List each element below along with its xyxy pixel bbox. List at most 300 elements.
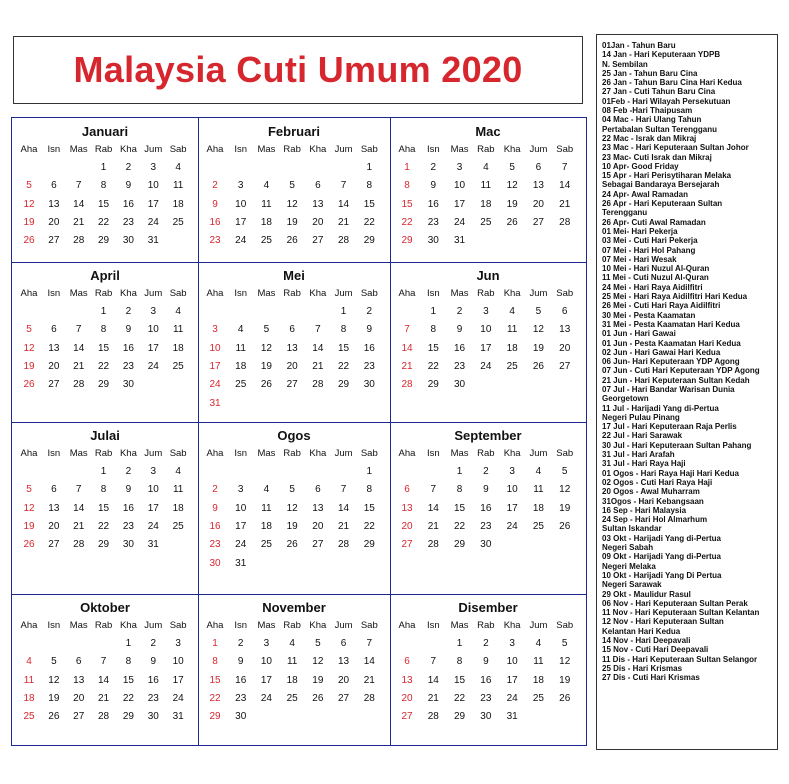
date: 29 xyxy=(454,539,466,551)
page-title: Malaysia Cuti Umum 2020 xyxy=(73,49,523,90)
day-header: Rab xyxy=(477,620,495,631)
date-sunday: 10 xyxy=(209,342,221,354)
date: 15 xyxy=(363,502,375,514)
day-header: Kha xyxy=(309,448,327,459)
date: 23 xyxy=(122,360,134,372)
day-header: Aha xyxy=(398,620,416,631)
date-sunday: 26 xyxy=(23,235,35,247)
date-sunday: 5 xyxy=(26,324,32,336)
date: 6 xyxy=(289,324,295,336)
day-header: Aha xyxy=(20,620,38,631)
holiday-line: Negeri Pulau Pinang xyxy=(602,412,680,422)
date: 4 xyxy=(483,162,489,173)
date: 7 xyxy=(561,162,568,173)
date: 14 xyxy=(73,502,85,514)
date-sunday: 26 xyxy=(23,379,35,391)
holiday-line: 31 Mei - Pesta Kaamatan Hari Kedua xyxy=(602,319,740,329)
date: 21 xyxy=(427,520,439,532)
date: 18 xyxy=(260,520,272,532)
date: 24 xyxy=(235,539,247,551)
date: 2 xyxy=(483,466,489,477)
date: 5 xyxy=(315,638,321,649)
day-header: Aha xyxy=(398,288,416,299)
date: 11 xyxy=(480,180,492,192)
date: 14 xyxy=(312,342,324,354)
date: 24 xyxy=(147,216,159,228)
date: 28 xyxy=(427,539,439,551)
date: 22 xyxy=(122,692,134,704)
holiday-line: Terengganu xyxy=(602,208,648,218)
date: 1 xyxy=(100,306,107,317)
date-sunday: 19 xyxy=(23,360,35,372)
date: 7 xyxy=(315,324,321,336)
day-header: Sab xyxy=(169,448,187,459)
date: 4 xyxy=(535,638,542,649)
date-sunday: 17 xyxy=(209,360,221,372)
date: 29 xyxy=(98,379,110,391)
date: 1 xyxy=(430,306,437,317)
date: 9 xyxy=(483,484,489,496)
day-header: Mas xyxy=(450,448,469,459)
day-header: Isn xyxy=(47,448,61,459)
day-header: Kha xyxy=(119,288,137,299)
date: 22 xyxy=(338,360,350,372)
day-header: Isn xyxy=(234,448,248,459)
date-sunday: 19 xyxy=(23,520,35,532)
date-sunday: 6 xyxy=(404,656,410,668)
holiday-line: 30 Jul - Hari Keputeraan Sultan Pahang xyxy=(602,440,752,450)
date: 31 xyxy=(454,235,466,247)
date: 12 xyxy=(532,324,544,336)
day-header: Kha xyxy=(119,620,137,631)
date: 16 xyxy=(122,198,134,210)
date-sunday: 23 xyxy=(209,539,221,551)
holiday-line: 03 Okt - Harijadi Yang di-Pertua xyxy=(602,533,721,543)
date: 31 xyxy=(147,235,159,247)
date-sunday: 15 xyxy=(401,198,413,210)
holiday-line: N. Sembilan xyxy=(602,59,648,69)
date: 11 xyxy=(286,656,298,668)
date: 13 xyxy=(312,502,324,514)
date: 17 xyxy=(260,674,272,686)
day-header: Isn xyxy=(234,144,248,155)
day-header: Sab xyxy=(360,288,378,299)
holiday-line: 10 Apr- Good Friday xyxy=(602,161,679,171)
date: 20 xyxy=(559,342,571,354)
date: 14 xyxy=(559,180,571,192)
month-november xyxy=(198,594,390,746)
date: 8 xyxy=(366,484,373,496)
day-header: Aha xyxy=(206,448,224,459)
date: 28 xyxy=(73,235,85,247)
date-sunday: 21 xyxy=(401,360,413,372)
holiday-line: 07 Jul - Hari Bandar Warisan Dunia xyxy=(602,384,735,394)
date: 19 xyxy=(312,674,324,686)
date: 13 xyxy=(48,342,60,354)
date: 27 xyxy=(559,360,571,372)
date: 9 xyxy=(456,324,463,336)
date: 24 xyxy=(506,520,518,532)
month-name: Februari xyxy=(267,124,320,139)
day-header: Aha xyxy=(206,144,224,155)
date: 12 xyxy=(286,198,298,210)
day-header: Sab xyxy=(169,620,187,631)
date: 2 xyxy=(125,306,132,317)
date-sunday: 28 xyxy=(401,379,413,391)
date: 12 xyxy=(559,656,571,668)
date: 3 xyxy=(263,638,270,649)
date: 19 xyxy=(506,198,518,210)
date: 15 xyxy=(427,342,439,354)
date: 2 xyxy=(366,306,373,317)
holiday-line: 15 Nov - Cuti Hari Deepavali xyxy=(602,645,709,655)
holiday-line: 31 Jul - Hari Arafah xyxy=(602,450,675,460)
date: 7 xyxy=(75,324,82,336)
date: 3 xyxy=(150,162,157,173)
date: 30 xyxy=(122,539,134,551)
day-header: Rab xyxy=(283,448,301,459)
title-box xyxy=(13,36,583,104)
date: 7 xyxy=(75,180,82,192)
date-sunday: 12 xyxy=(23,198,35,210)
date: 6 xyxy=(535,162,542,173)
day-header: Mas xyxy=(69,144,88,155)
holiday-line: 06 Jun- Hari Keputeraan YDP Agong xyxy=(602,357,740,367)
date-sunday: 23 xyxy=(209,235,221,247)
date: 9 xyxy=(430,180,437,192)
date-sunday: 24 xyxy=(209,379,221,391)
date: 4 xyxy=(263,484,270,496)
holiday-line: Negeri Melaka xyxy=(602,561,656,571)
date: 11 xyxy=(235,342,246,354)
month-ogos xyxy=(198,422,390,594)
day-header: Jum xyxy=(144,620,163,631)
date: 30 xyxy=(427,235,439,247)
date: 19 xyxy=(559,502,571,514)
date-sunday: 3 xyxy=(212,324,218,336)
date: 11 xyxy=(261,198,272,210)
date: 23 xyxy=(480,520,492,532)
date: 1 xyxy=(456,638,463,649)
date: 21 xyxy=(312,360,324,372)
date: 8 xyxy=(340,324,347,336)
date: 5 xyxy=(289,180,295,192)
date: 27 xyxy=(48,539,60,551)
date: 7 xyxy=(430,656,437,668)
date: 23 xyxy=(147,692,159,704)
date: 20 xyxy=(73,692,85,704)
date: 4 xyxy=(509,306,515,317)
date: 18 xyxy=(532,502,544,514)
date: 6 xyxy=(315,484,321,496)
date: 10 xyxy=(147,324,159,336)
date-sunday: 8 xyxy=(404,180,410,192)
day-header: Aha xyxy=(20,288,38,299)
date: 26 xyxy=(286,235,298,247)
date: 18 xyxy=(260,216,272,228)
day-header: Jum xyxy=(334,620,353,631)
date: 4 xyxy=(289,638,295,649)
date: 17 xyxy=(480,342,492,354)
date: 8 xyxy=(100,324,107,336)
date: 15 xyxy=(338,342,350,354)
day-header: Rab xyxy=(477,144,495,155)
holiday-line: 10 Mei - Hari Nuzul Al-Quran xyxy=(602,264,710,274)
holiday-line: Sebagai Bandaraya Bersejarah xyxy=(602,180,720,190)
date: 13 xyxy=(48,198,60,210)
day-header: Kha xyxy=(309,144,327,155)
date: 2 xyxy=(456,306,463,317)
day-header: Aha xyxy=(398,144,416,155)
date: 20 xyxy=(312,216,324,228)
date: 24 xyxy=(172,692,184,704)
day-header: Rab xyxy=(477,288,495,299)
date: 21 xyxy=(98,692,110,704)
date: 1 xyxy=(100,466,107,477)
month-julai xyxy=(12,422,198,594)
date: 8 xyxy=(100,484,107,496)
day-header: Mas xyxy=(69,448,88,459)
date: 30 xyxy=(122,235,134,247)
date-sunday: 25 xyxy=(23,711,35,723)
date: 12 xyxy=(286,502,298,514)
day-header: Rab xyxy=(283,144,301,155)
date-sunday: 7 xyxy=(404,324,410,336)
holiday-line: 25 Dis - Hari Krismas xyxy=(602,663,683,673)
day-header: Sab xyxy=(556,620,574,631)
date: 14 xyxy=(73,342,85,354)
date: 8 xyxy=(100,180,107,192)
holiday-line: 01 Jun - Pesta Kaamatan Hari Kedua xyxy=(602,338,741,348)
date: 10 xyxy=(172,656,184,668)
date-sunday: 11 xyxy=(23,674,35,686)
date: 16 xyxy=(122,502,134,514)
date-sunday: 9 xyxy=(212,198,218,210)
holiday-line: 09 Okt - Harijadi Yang di-Pertua xyxy=(602,552,721,562)
date: 21 xyxy=(73,520,85,532)
date: 28 xyxy=(338,235,350,247)
date: 16 xyxy=(480,674,492,686)
date: 11 xyxy=(261,502,272,514)
month-name: Mei xyxy=(283,268,305,283)
date: 22 xyxy=(454,692,466,704)
date: 21 xyxy=(73,360,85,372)
holiday-line: 24 Mei - Hari Raya Aidilfitri xyxy=(602,282,703,292)
holiday-line: 07 Mei - Hari Wesak xyxy=(602,254,677,264)
day-header: Isn xyxy=(426,144,440,155)
date: 13 xyxy=(559,324,571,336)
date: 15 xyxy=(98,198,110,210)
date: 25 xyxy=(506,360,518,372)
date: 4 xyxy=(535,466,542,477)
date: 23 xyxy=(454,360,466,372)
holiday-line: 08 Feb -Hari Thaipusam xyxy=(602,106,693,116)
date: 19 xyxy=(559,674,571,686)
day-header: Rab xyxy=(94,620,113,631)
day-header: Jum xyxy=(529,144,548,155)
date: 27 xyxy=(312,539,324,551)
date: 23 xyxy=(427,216,439,228)
holiday-line: 25 Mei - Hari Raya Aidilfitri Hari Kedua xyxy=(602,292,748,302)
date: 9 xyxy=(125,180,132,192)
date: 4 xyxy=(263,180,270,192)
date: 12 xyxy=(260,342,272,354)
date: 26 xyxy=(532,360,544,372)
date: 17 xyxy=(172,674,184,686)
date: 5 xyxy=(561,466,568,477)
date: 4 xyxy=(175,162,181,173)
date: 8 xyxy=(456,484,463,496)
date: 8 xyxy=(456,656,463,668)
date-sunday: 13 xyxy=(401,674,413,686)
date: 3 xyxy=(509,638,515,649)
day-header: Rab xyxy=(94,448,113,459)
date: 24 xyxy=(506,692,518,704)
date: 29 xyxy=(427,379,439,391)
date: 27 xyxy=(48,379,60,391)
date: 18 xyxy=(506,342,518,354)
date: 14 xyxy=(427,502,439,514)
date: 25 xyxy=(260,235,272,247)
date: 18 xyxy=(286,674,298,686)
holiday-line: 20 Ogos - Awal Muharram xyxy=(602,487,700,497)
date: 1 xyxy=(366,162,373,173)
date-sunday: 8 xyxy=(212,656,218,668)
holiday-line: 11 Dis - Hari Keputeraan Sultan Selangor xyxy=(602,654,758,664)
month-februari xyxy=(198,118,390,262)
day-header: Mas xyxy=(450,144,469,155)
date: 2 xyxy=(125,162,132,173)
date: 19 xyxy=(532,342,544,354)
date: 31 xyxy=(235,557,247,569)
date: 22 xyxy=(363,520,375,532)
day-header: Sab xyxy=(360,620,378,631)
month-jun xyxy=(390,262,586,422)
day-header: Isn xyxy=(426,288,440,299)
date: 25 xyxy=(532,520,544,532)
date: 28 xyxy=(312,379,324,391)
holiday-line: Sultan Iskandar xyxy=(602,524,662,534)
day-header: Mas xyxy=(69,288,88,299)
month-name: November xyxy=(262,600,326,615)
date: 16 xyxy=(427,198,439,210)
date: 31 xyxy=(147,539,159,551)
day-header: Kha xyxy=(309,620,327,631)
date: 6 xyxy=(51,324,57,336)
date: 24 xyxy=(147,360,159,372)
holiday-line: 24 Sep - Hari Hol Almarhum xyxy=(602,515,708,525)
date: 8 xyxy=(125,656,132,668)
date: 10 xyxy=(260,656,272,668)
date-sunday: 20 xyxy=(401,692,413,704)
date: 17 xyxy=(147,502,159,514)
day-header: Aha xyxy=(206,288,224,299)
date: 10 xyxy=(454,180,466,192)
date: 7 xyxy=(340,180,347,192)
holiday-line: 01 Ogos - Hari Raya Haji Hari Kedua xyxy=(602,468,739,478)
date: 18 xyxy=(172,198,184,210)
date: 3 xyxy=(237,180,244,192)
date: 20 xyxy=(48,360,60,372)
date: 17 xyxy=(506,502,518,514)
date: 1 xyxy=(100,162,107,173)
date: 6 xyxy=(561,306,568,317)
date-sunday: 15 xyxy=(209,674,221,686)
date: 31 xyxy=(172,711,184,723)
date: 3 xyxy=(150,466,157,477)
holiday-line: 22 Jul - Hari Sarawak xyxy=(602,431,683,441)
date: 4 xyxy=(175,306,181,317)
date-sunday: 19 xyxy=(23,216,35,228)
date: 29 xyxy=(363,539,375,551)
date: 24 xyxy=(235,235,247,247)
date: 10 xyxy=(480,324,492,336)
day-header: Kha xyxy=(503,620,521,631)
date: 10 xyxy=(147,180,159,192)
day-header: Isn xyxy=(47,144,61,155)
day-header: Jum xyxy=(334,288,353,299)
month-disember xyxy=(390,594,586,746)
date-sunday: 27 xyxy=(401,711,413,723)
holiday-line: Georgetown xyxy=(602,394,649,404)
date: 15 xyxy=(363,198,375,210)
holiday-line: 31Ogos - Hari Kebangsaan xyxy=(602,496,704,506)
date-sunday: 29 xyxy=(401,235,413,247)
holiday-line: Pertabalan Sultan Terengganu xyxy=(602,124,717,134)
date: 8 xyxy=(366,180,373,192)
day-header: Aha xyxy=(206,620,224,631)
holiday-line: 01Jan - Tahun Baru xyxy=(602,41,676,50)
date: 6 xyxy=(340,638,347,649)
date-sunday: 22 xyxy=(209,692,221,704)
date: 13 xyxy=(286,342,298,354)
date: 24 xyxy=(147,520,159,532)
date: 28 xyxy=(338,539,350,551)
date: 2 xyxy=(125,466,132,477)
day-header: Jum xyxy=(144,144,163,155)
day-header: Isn xyxy=(234,620,248,631)
date: 16 xyxy=(147,674,159,686)
date-sunday: 2 xyxy=(212,180,218,192)
date: 10 xyxy=(506,656,518,668)
date: 31 xyxy=(506,711,518,723)
date: 3 xyxy=(237,484,244,496)
date: 24 xyxy=(454,216,466,228)
day-header: Jum xyxy=(144,448,163,459)
holiday-line: 27 Jan - Cuti Tahun Baru Cina xyxy=(602,87,716,97)
date: 23 xyxy=(122,216,134,228)
date: 21 xyxy=(559,198,571,210)
date: 26 xyxy=(286,539,298,551)
holiday-line: 03 Mei - Cuti Hari Pekerja xyxy=(602,236,698,246)
date: 17 xyxy=(454,198,466,210)
date-sunday: 9 xyxy=(212,502,218,514)
date-sunday: 13 xyxy=(401,502,413,514)
date: 29 xyxy=(98,539,110,551)
date: 17 xyxy=(506,674,518,686)
holiday-line: 27 Dis - Cuti Hari Krismas xyxy=(602,673,700,683)
holiday-line: 10 Okt - Harijadi Yang Di Pertua xyxy=(602,570,722,580)
day-header: Sab xyxy=(556,144,574,155)
date: 26 xyxy=(559,520,571,532)
date: 7 xyxy=(100,656,107,668)
date: 30 xyxy=(480,539,492,551)
date: 15 xyxy=(454,502,466,514)
day-header: Aha xyxy=(20,448,38,459)
day-header: Kha xyxy=(119,448,137,459)
month-name: Jun xyxy=(476,268,500,283)
day-header: Rab xyxy=(283,620,301,631)
